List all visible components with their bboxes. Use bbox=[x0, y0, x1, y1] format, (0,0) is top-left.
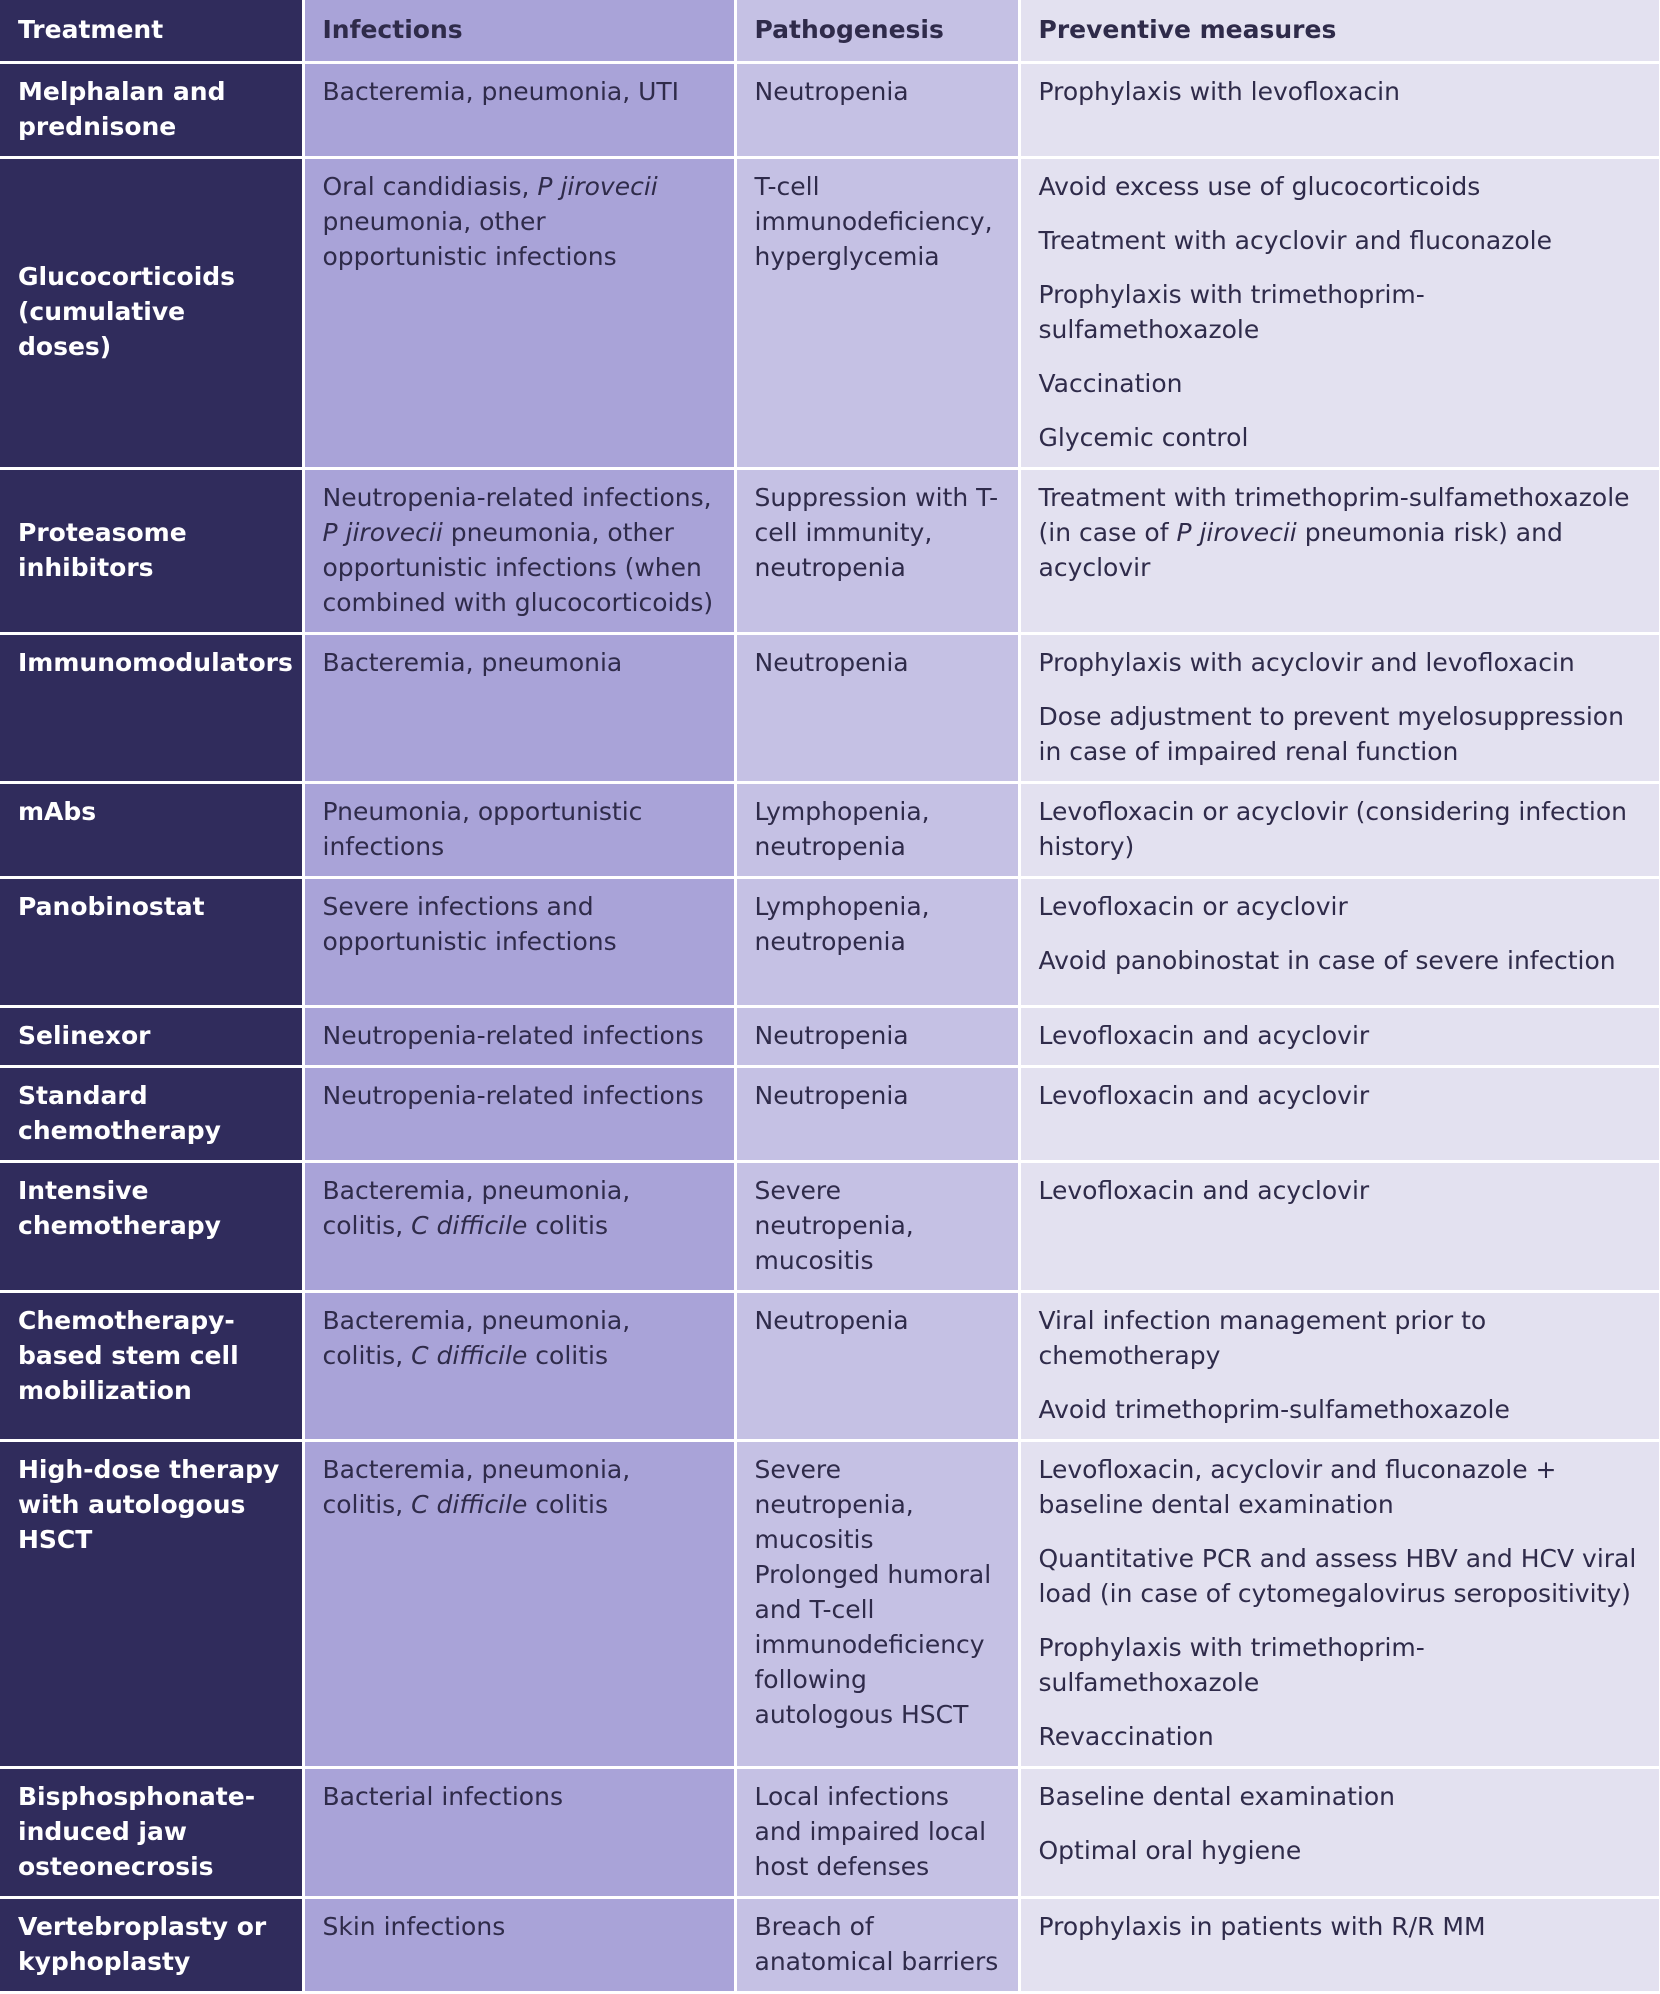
infections-cell bbox=[303, 877, 735, 1006]
pathogenesis-cell bbox=[735, 1161, 1019, 1291]
treatment-cell: Intensive chemotherapy bbox=[0, 1161, 303, 1291]
treatment-cell: Panobinostat bbox=[0, 877, 303, 1006]
preventive-cell bbox=[1019, 1897, 1660, 1992]
pathogenesis-text: Neutropenia bbox=[754, 1020, 909, 1050]
table-row bbox=[0, 157, 1660, 468]
infections-cell bbox=[303, 468, 735, 633]
pathogenesis-text: Severe neutropenia, mucositis bbox=[754, 1454, 914, 1554]
pathogenesis-cell bbox=[735, 62, 1019, 157]
header-treatment: Treatment bbox=[0, 0, 303, 62]
table-row bbox=[0, 782, 1660, 877]
preventive-cell bbox=[1019, 1291, 1660, 1440]
preventive-cell bbox=[1019, 782, 1660, 877]
preventive-item: Revaccination bbox=[1038, 1721, 1214, 1751]
preventive-item: Avoid panobinostat in case of severe infection bbox=[1038, 945, 1616, 975]
treatment-cell: Immunomodulators bbox=[0, 633, 303, 782]
pathogenesis-cell bbox=[735, 1006, 1019, 1066]
preventive-item: Prophylaxis with levofloxacin bbox=[1038, 76, 1400, 106]
pathogenesis-cell bbox=[735, 1767, 1019, 1897]
treatment-cell: Bisphosphonate-induced jaw osteonecrosis bbox=[0, 1767, 303, 1897]
preventive-item: Levofloxacin and acyclovir bbox=[1038, 1020, 1370, 1050]
infections-text: Oral candidiasis, P jirovecii pneumonia, other opportunistic infections bbox=[322, 171, 658, 271]
preventive-item: Levofloxacin, acyclovir and fluconazole + baseline dental examination bbox=[1038, 1454, 1557, 1519]
preventive-cell bbox=[1019, 1767, 1660, 1897]
preventive-item: Levofloxacin and acyclovir bbox=[1038, 1175, 1370, 1205]
treatment-cell: Melphalan and prednisone bbox=[0, 62, 303, 157]
treatment-cell: Glucocorticoids (cumulative doses) bbox=[0, 157, 303, 468]
pathogenesis-text: T-cell immunodeficiency, hyperglycemia bbox=[754, 171, 993, 271]
pathogenesis-text: Severe neutropenia, mucositis bbox=[754, 1175, 914, 1275]
pathogen-name: C difficile bbox=[411, 1210, 528, 1240]
treatment-cell: Selinexor bbox=[0, 1006, 303, 1066]
pathogenesis-text: Breach of anatomical barriers bbox=[754, 1911, 999, 1976]
preventive-item: Levofloxacin and acyclovir bbox=[1038, 1080, 1370, 1110]
table-row bbox=[0, 1291, 1660, 1440]
preventive-item: Avoid excess use of glucocorticoids bbox=[1038, 171, 1481, 201]
preventive-item: Optimal oral hygiene bbox=[1038, 1835, 1302, 1865]
infections-cell bbox=[303, 633, 735, 782]
preventive-item: Avoid trimethoprim-sulfamethoxazole bbox=[1038, 1394, 1510, 1424]
infections-text: Neutropenia-related infections bbox=[322, 1020, 704, 1050]
pathogenesis-cell bbox=[735, 1440, 1019, 1767]
infections-cell bbox=[303, 1767, 735, 1897]
infections-cell bbox=[303, 62, 735, 157]
header-row bbox=[0, 0, 1660, 62]
pathogenesis-text: Prolonged humoral and T-cell immunodeficiency following autologous HSCT bbox=[754, 1559, 992, 1729]
treatment-cell: Proteasome inhibitors bbox=[0, 468, 303, 633]
preventive-item: Treatment with trimethoprim-sulfamethoxazole (in case of P jirovecii pneumonia risk) and acyclovir bbox=[1038, 482, 1630, 582]
infections-cell bbox=[303, 1006, 735, 1066]
infections-cell bbox=[303, 1440, 735, 1767]
header-pathogenesis: Pathogenesis bbox=[735, 0, 1019, 62]
infections-cell bbox=[303, 782, 735, 877]
pathogen-name: P jirovecii bbox=[1176, 517, 1297, 547]
pathogenesis-cell bbox=[735, 782, 1019, 877]
table-row bbox=[0, 1440, 1660, 1767]
preventive-cell bbox=[1019, 1066, 1660, 1161]
infections-text: Neutropenia-related infections bbox=[322, 1080, 704, 1110]
preventive-item: Levofloxacin or acyclovir (considering infection history) bbox=[1038, 796, 1628, 861]
preventive-item: Dose adjustment to prevent myelosuppression in case of impaired renal function bbox=[1038, 701, 1624, 766]
pathogenesis-cell bbox=[735, 468, 1019, 633]
header-preventive-measures: Preventive measures bbox=[1019, 0, 1660, 62]
pathogenesis-cell bbox=[735, 633, 1019, 782]
preventive-item: Treatment with acyclovir and fluconazole bbox=[1038, 225, 1552, 255]
preventive-item: Prophylaxis with acyclovir and levofloxacin bbox=[1038, 647, 1575, 677]
preventive-cell bbox=[1019, 877, 1660, 1006]
infections-text: Bacteremia, pneumonia bbox=[322, 647, 623, 677]
table-row bbox=[0, 62, 1660, 157]
infections-cell bbox=[303, 157, 735, 468]
treatment-cell: High-dose therapy with autologous HSCT bbox=[0, 1440, 303, 1767]
infections-text: Pneumonia, opportunistic infections bbox=[322, 796, 643, 861]
infections-cell bbox=[303, 1291, 735, 1440]
preventive-item: Quantitative PCR and assess HBV and HCV viral load (in case of cytomegalovirus seropositivity) bbox=[1038, 1543, 1637, 1608]
preventive-item: Viral infection management prior to chemotherapy bbox=[1038, 1305, 1487, 1370]
pathogen-name: P jirovecii bbox=[537, 171, 658, 201]
pathogen-name: P jirovecii bbox=[322, 517, 443, 547]
infections-text: Bacterial infections bbox=[322, 1781, 563, 1811]
pathogenesis-text: Neutropenia bbox=[754, 1305, 909, 1335]
preventive-item: Baseline dental examination bbox=[1038, 1781, 1395, 1811]
pathogen-name: C difficile bbox=[411, 1489, 528, 1519]
table-row bbox=[0, 1161, 1660, 1291]
preventive-item: Prophylaxis with trimethoprim-sulfamethoxazole bbox=[1038, 1632, 1425, 1697]
pathogenesis-cell bbox=[735, 1291, 1019, 1440]
preventive-item: Levofloxacin or acyclovir bbox=[1038, 891, 1348, 921]
preventive-cell bbox=[1019, 1006, 1660, 1066]
pathogenesis-text: Neutropenia bbox=[754, 76, 909, 106]
infections-text: Severe infections and opportunistic infections bbox=[322, 891, 617, 956]
pathogenesis-text: Neutropenia bbox=[754, 1080, 909, 1110]
preventive-cell bbox=[1019, 157, 1660, 468]
treatment-cell: Vertebroplasty or kyphoplasty bbox=[0, 1897, 303, 1992]
preventive-cell bbox=[1019, 1161, 1660, 1291]
preventive-cell bbox=[1019, 633, 1660, 782]
pathogenesis-text: Local infections and impaired local host defenses bbox=[754, 1781, 987, 1881]
preventive-cell bbox=[1019, 468, 1660, 633]
preventive-item: Glycemic control bbox=[1038, 422, 1249, 452]
pathogen-name: C difficile bbox=[411, 1340, 528, 1370]
infections-text: Skin infections bbox=[322, 1911, 506, 1941]
preventive-item: Prophylaxis with trimethoprim-sulfamethoxazole bbox=[1038, 279, 1425, 344]
infections-text: Bacteremia, pneumonia, colitis, C difficile colitis bbox=[322, 1454, 631, 1519]
treatment-cell: Chemotherapy-based stem cell mobilization bbox=[0, 1291, 303, 1440]
pathogenesis-text: Lymphopenia, neutropenia bbox=[754, 891, 930, 956]
table-row bbox=[0, 1767, 1660, 1897]
treatment-cell: mAbs bbox=[0, 782, 303, 877]
infections-text: Bacteremia, pneumonia, UTI bbox=[322, 76, 680, 106]
pathogenesis-cell bbox=[735, 1066, 1019, 1161]
table-row bbox=[0, 877, 1660, 1006]
pathogenesis-cell bbox=[735, 157, 1019, 468]
infections-cell bbox=[303, 1161, 735, 1291]
table-row bbox=[0, 468, 1660, 633]
header-infections: Infections bbox=[303, 0, 735, 62]
infections-text: Bacteremia, pneumonia, colitis, C difficile colitis bbox=[322, 1305, 631, 1370]
preventive-item: Vaccination bbox=[1038, 368, 1183, 398]
infections-cell bbox=[303, 1897, 735, 1992]
table-row bbox=[0, 1897, 1660, 1992]
pathogenesis-cell bbox=[735, 1897, 1019, 1992]
preventive-cell bbox=[1019, 62, 1660, 157]
pathogenesis-text: Suppression with T-cell immunity, neutropenia bbox=[754, 482, 999, 582]
table-row bbox=[0, 1066, 1660, 1161]
pathogenesis-cell bbox=[735, 877, 1019, 1006]
infections-text: Bacteremia, pneumonia, colitis, C difficile colitis bbox=[322, 1175, 631, 1240]
pathogenesis-text: Neutropenia bbox=[754, 647, 909, 677]
infections-text: Neutropenia-related infections, P jirovecii pneumonia, other opportunistic infections (when combined with glucocorticoids) bbox=[322, 482, 714, 617]
infections-cell bbox=[303, 1066, 735, 1161]
pathogenesis-text: Lymphopenia, neutropenia bbox=[754, 796, 930, 861]
table-row bbox=[0, 633, 1660, 782]
treatment-cell: Standard chemotherapy bbox=[0, 1066, 303, 1161]
table-row bbox=[0, 1006, 1660, 1066]
preventive-cell bbox=[1019, 1440, 1660, 1767]
preventive-item: Prophylaxis in patients with R/R MM bbox=[1038, 1911, 1486, 1941]
